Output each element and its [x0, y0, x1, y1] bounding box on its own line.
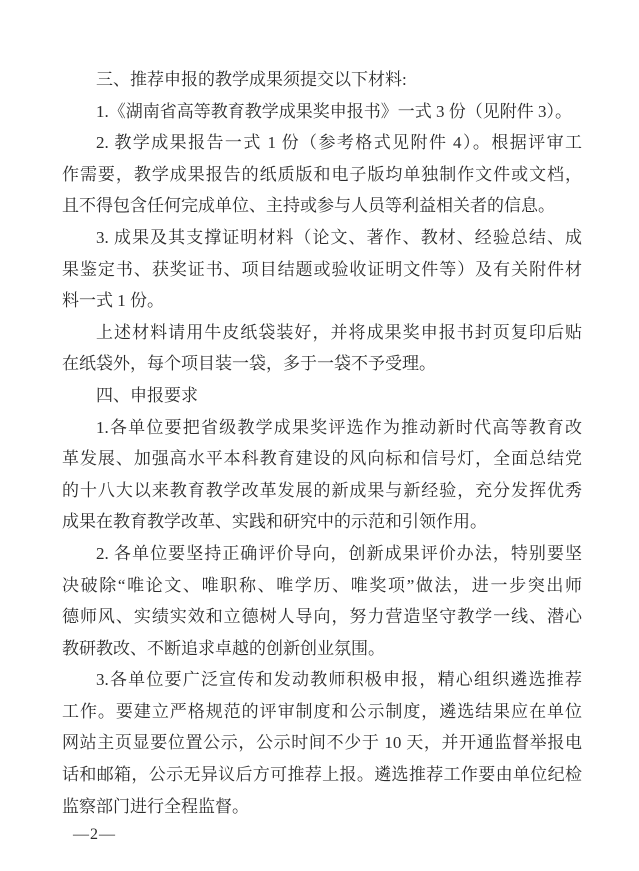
text-line: 三、推荐申报的教学成果须提交以下材料:: [96, 70, 407, 89]
text-line: 料一式 1 份。: [62, 291, 164, 311]
text-line: 教研教改、不断追求卓越的创新创业氛围。: [62, 638, 385, 658]
text-line: 工作。要建立严格规范的评审制度和公示制度，遴选结果应在单位: [62, 701, 582, 721]
text-line: 1.《湖南省高等教育教学成果奖申报书》一式 3 份（见附件 3）。: [96, 101, 572, 121]
text-line: 作需要，教学成果报告的纸质版和电子版均单独制作文件或文档，: [62, 164, 582, 184]
text-line: 革发展、加强高水平本科教育建设的风向标和信号灯，全面总结党: [62, 449, 582, 469]
document-body: [62, 64, 582, 822]
packaging-instruction: [62, 317, 582, 380]
text-line: 的十八大以来教育教学改革发展的新成果与新经验，充分发挥优秀: [62, 480, 582, 500]
text-line: 上述材料请用牛皮纸袋装好，并将成果奖申报书封页复印后贴: [96, 322, 582, 342]
requirement-2: [62, 538, 582, 664]
text-line: 果鉴定书、获奖证书、项目结题或验收证明文件等）及有关附件材: [62, 259, 582, 279]
text-line: 监察部门进行全程监督。: [62, 796, 249, 816]
material-item-1: [62, 96, 582, 128]
text-line: 成果在教育教学改革、实践和研究中的示范和引领作用。: [62, 512, 487, 532]
text-line: 网站主页显要位置公示，公示时间不少于 10 天，并开通监督举报电: [62, 733, 582, 753]
section-four-heading: [62, 380, 582, 412]
text-line: 1.各单位要把省级教学成果奖评选作为推动新时代高等教育改: [96, 417, 582, 437]
text-line: 2. 教学成果报告一式 1 份（参考格式见附件 4）。根据评审工: [96, 133, 582, 153]
requirement-3: [62, 664, 582, 822]
requirement-1: [62, 412, 582, 538]
material-item-2: [62, 127, 582, 222]
text-line: 四、申报要求: [96, 385, 198, 405]
text-line: 在纸袋外，每个项目装一袋，多于一袋不予受理。: [62, 354, 436, 374]
text-line: 且不得包含任何完成单位、主持或参与人员等利益相关者的信息。: [62, 196, 555, 216]
page-number: —2—: [73, 826, 116, 843]
text-line: 2. 各单位要坚持正确评价导向，创新成果评价办法，特别要坚: [96, 543, 582, 563]
text-line: 3.各单位要广泛宣传和发动教师积极申报，精心组织遴选推荐: [96, 670, 582, 690]
text-line: 话和邮箱，公示无异议后方可推荐上报。遴选推荐工作要由单位纪检: [62, 765, 582, 785]
text-line: 德师风、实绩实效和立德树人导向，努力营造坚守教学一线、潜心: [62, 607, 582, 627]
text-line: 3. 成果及其支撑证明材料（论文、著作、教材、经验总结、成: [96, 227, 582, 247]
material-item-3: [62, 222, 582, 317]
text-line: 决破除“唯论文、唯职称、唯学历、唯奖项”做法，进一步突出师: [62, 575, 582, 595]
section-three-heading: [62, 64, 582, 96]
